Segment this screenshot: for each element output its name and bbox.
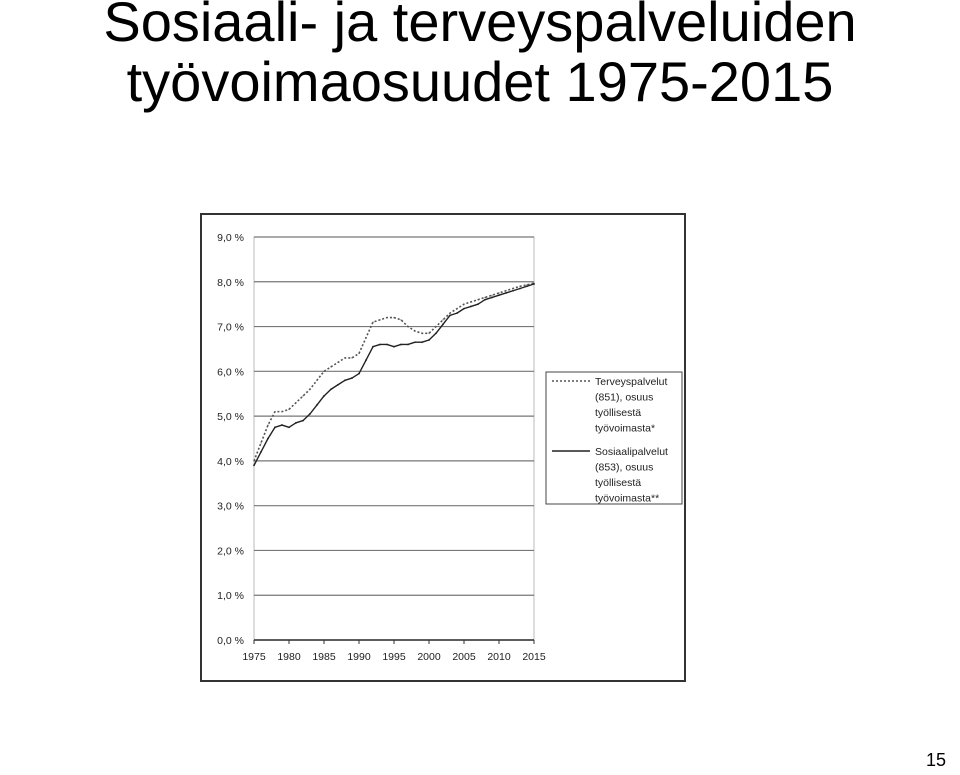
data-point — [435, 326, 436, 327]
x-tick-label: 2015 — [522, 651, 546, 663]
data-point — [421, 341, 423, 343]
data-point — [484, 299, 486, 301]
page-number: 15 — [925, 750, 946, 770]
data-point — [316, 404, 318, 406]
data-point — [281, 424, 283, 426]
data-point — [449, 313, 450, 314]
data-point — [386, 344, 388, 346]
data-point — [337, 384, 339, 386]
data-point — [288, 426, 290, 428]
data-point — [491, 295, 492, 296]
data-point — [267, 438, 269, 440]
data-point — [421, 333, 422, 334]
data-point — [288, 409, 289, 410]
y-tick-label: 7,0 % — [217, 321, 244, 334]
data-point — [295, 422, 297, 424]
data-point — [512, 288, 513, 289]
slide-title-line-2: työvoimaosuudet 1975-2015 — [126, 50, 834, 113]
data-point — [309, 389, 310, 390]
data-point — [372, 321, 373, 322]
slide-title — [0, 0, 960, 112]
data-point — [519, 288, 521, 290]
data-point — [470, 306, 472, 308]
x-tick-label: 1985 — [312, 651, 336, 663]
data-point — [316, 380, 317, 381]
chart-frame — [200, 213, 686, 682]
y-tick-label: 0,0 % — [217, 635, 244, 647]
y-tick-label: 2,0 % — [217, 545, 244, 558]
data-point — [393, 317, 394, 318]
data-point — [526, 284, 527, 285]
y-tick-label: 1,0 % — [217, 590, 244, 603]
data-point — [351, 377, 353, 379]
y-tick-label: 4,0 % — [217, 455, 244, 468]
data-point — [435, 332, 437, 334]
data-point — [428, 333, 429, 334]
data-point — [267, 424, 268, 425]
data-point — [400, 344, 402, 346]
data-point — [379, 344, 381, 346]
x-tick-label: 2010 — [487, 651, 511, 663]
data-point — [386, 317, 387, 318]
x-tick-label: 2000 — [417, 651, 441, 663]
data-point — [519, 286, 520, 287]
data-point — [274, 426, 276, 428]
data-point — [302, 395, 303, 396]
data-point — [365, 337, 366, 338]
data-point — [512, 290, 514, 292]
data-point — [428, 339, 430, 341]
data-point — [533, 283, 535, 285]
series-line-terveyspalvelut — [254, 283, 534, 461]
y-tick-label: 8,0 % — [217, 276, 244, 289]
data-point — [330, 388, 332, 390]
data-point — [260, 442, 261, 443]
y-tick-label: 5,0 % — [217, 411, 244, 424]
data-point — [442, 319, 443, 320]
data-point — [456, 308, 457, 309]
data-point — [393, 346, 395, 348]
data-point — [295, 402, 296, 403]
line-chart — [202, 215, 684, 680]
x-tick-label: 1990 — [347, 651, 371, 663]
x-tick-label: 1980 — [277, 651, 301, 663]
data-point — [400, 319, 401, 320]
slide-title-line-1: Sosiaali- ja terveyspalveluiden — [103, 0, 857, 53]
data-point — [253, 464, 255, 466]
data-point — [379, 319, 380, 320]
data-point — [309, 413, 311, 415]
data-point — [407, 326, 408, 327]
data-point — [414, 341, 416, 343]
data-point — [323, 371, 324, 372]
data-point — [281, 411, 282, 412]
data-point — [344, 357, 345, 358]
data-point — [449, 314, 451, 316]
data-point — [253, 460, 254, 461]
data-point — [456, 312, 458, 314]
data-point — [491, 297, 493, 299]
data-point — [337, 362, 338, 363]
data-point — [505, 292, 507, 294]
data-point — [407, 344, 409, 346]
data-point — [323, 395, 325, 397]
data-point — [484, 297, 485, 298]
data-point — [344, 379, 346, 381]
data-point — [372, 346, 374, 348]
data-point — [260, 451, 262, 453]
data-point — [302, 420, 304, 422]
data-point — [470, 301, 471, 302]
data-point — [498, 294, 500, 296]
data-point — [505, 290, 506, 291]
legend — [546, 372, 682, 505]
data-point — [330, 366, 331, 367]
x-tick-label: 2005 — [452, 651, 476, 663]
data-point — [274, 411, 275, 412]
data-point — [365, 359, 367, 361]
y-tick-label: 9,0 % — [217, 232, 244, 244]
data-point — [442, 323, 444, 325]
data-point — [526, 285, 528, 287]
data-point — [414, 330, 415, 331]
data-point — [463, 304, 464, 305]
series-line-sosiaalipalvelut — [254, 284, 534, 465]
legend-entry-sosiaalipalvelut: Sosiaalipalvelut (853), osuus työllisestä työvoimasta** — [595, 446, 668, 505]
legend-entry-terveyspalvelut: Terveyspalvelut (851), osuus työllisestä työvoimasta* — [595, 376, 668, 435]
series-layer — [253, 283, 535, 467]
y-tick-label: 6,0 % — [217, 366, 244, 379]
data-point — [477, 299, 478, 300]
y-tick-label: 3,0 % — [217, 500, 244, 513]
data-point — [358, 353, 359, 354]
data-point — [477, 303, 479, 305]
x-tick-label: 1995 — [382, 651, 406, 663]
data-point — [358, 373, 360, 375]
data-point — [351, 357, 352, 358]
x-tick-label: 1975 — [242, 651, 266, 663]
data-point — [498, 292, 499, 293]
data-point — [463, 308, 465, 310]
